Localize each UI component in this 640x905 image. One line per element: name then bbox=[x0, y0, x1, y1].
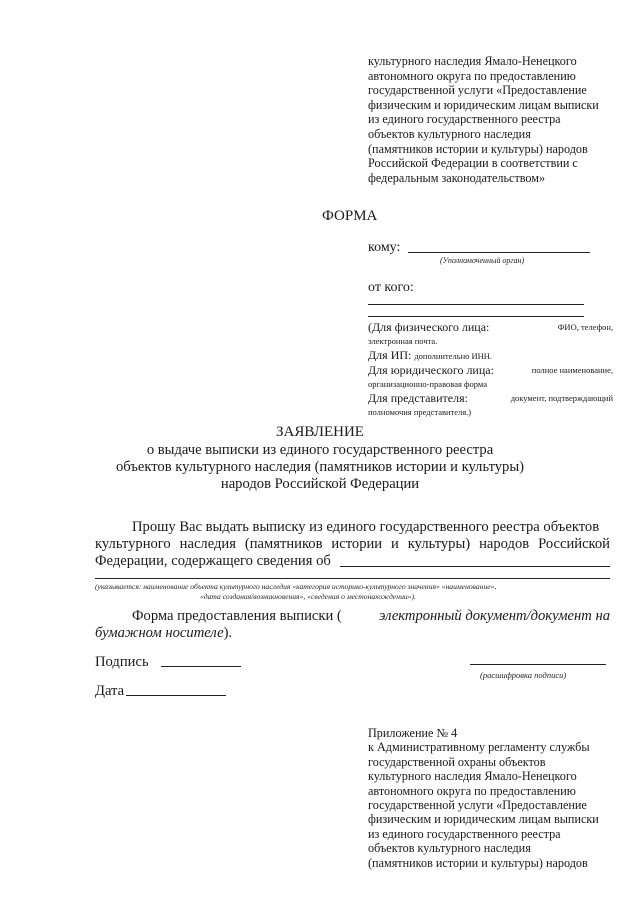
appendix-line: к Административному регламенту службы bbox=[368, 740, 590, 755]
header-line: культурного наследия Ямало-Ненецкого bbox=[368, 54, 577, 68]
header-line: (памятников истории и культуры) народов bbox=[368, 141, 588, 156]
appendix-line: физическим и юридическим лицам выписки bbox=[368, 812, 599, 827]
appendix-line: культурного наследия Ямало-Ненецкого bbox=[368, 769, 577, 784]
note-representative-detail: документ, подтверждающий bbox=[510, 393, 613, 403]
header-regulation-text bbox=[368, 54, 618, 185]
to-caption: (Уполномоченный орган) bbox=[440, 256, 525, 265]
date-field[interactable] bbox=[126, 695, 226, 696]
request-line-3: Федерации, содержащего сведения об bbox=[95, 553, 331, 569]
delivery-line-1 bbox=[132, 607, 610, 625]
request-object-field-2[interactable] bbox=[95, 578, 610, 579]
to-field-line[interactable] bbox=[408, 252, 590, 253]
appendix-line: государственной охраны объектов bbox=[368, 754, 546, 769]
request-object-field[interactable] bbox=[340, 566, 610, 567]
signature-decode-field[interactable] bbox=[470, 664, 606, 665]
request-hint-1: (указывается: наименование объекта культурного наследия «категория историко-культурного значения» «наименование», bbox=[95, 582, 497, 591]
delivery-suffix: ). bbox=[223, 625, 233, 641]
statement-subtitle-line: о выдаче выписки из единого государственного реестра bbox=[146, 442, 494, 458]
form-label: ФОРМА bbox=[322, 208, 378, 224]
note-representative-detail2: полномочия представителя.) bbox=[368, 407, 472, 417]
signature-decode-caption: (расшифровка подписи) bbox=[480, 670, 567, 680]
header-line: объектов культурного наследия bbox=[368, 126, 531, 141]
note-representative-label: Для представителя: bbox=[368, 391, 468, 405]
note-ip-label: Для ИП: bbox=[368, 348, 412, 362]
header-line: государственной услуги «Предоставление bbox=[368, 83, 587, 98]
delivery-options: электронный документ/документ на bbox=[379, 608, 610, 624]
from-field-line-2[interactable] bbox=[368, 316, 584, 317]
statement-subtitle-line: объектов культурного наследия (памятников истории и культуры) bbox=[115, 459, 525, 475]
note-individual-detail: ФИО, телефон, bbox=[557, 322, 613, 332]
request-line-2: культурного наследия (памятников истории и культуры) народов Российской bbox=[95, 536, 610, 552]
appendix-line: из единого государственного реестра bbox=[368, 826, 561, 841]
statement-subtitle-line: народов Российской Федерации bbox=[220, 476, 420, 492]
signature-label: Подпись bbox=[95, 654, 149, 670]
header-line: федеральным законодательством» bbox=[368, 170, 546, 185]
delivery-line-2 bbox=[95, 624, 232, 642]
appendix-line: (памятников истории и культуры) народов bbox=[368, 855, 588, 870]
statement-title: ЗАЯВЛЕНИЕ bbox=[276, 424, 364, 440]
header-line: автономного округа по предоставлению bbox=[368, 68, 576, 83]
note-individual-detail2: электронная почта. bbox=[368, 336, 438, 346]
to-label: кому: bbox=[368, 240, 401, 255]
note-legal-label: Для юридического лица: bbox=[368, 363, 494, 377]
signature-field[interactable] bbox=[161, 666, 241, 667]
from-label: от кого: bbox=[368, 280, 414, 295]
header-line: из единого государственного реестра bbox=[368, 112, 561, 127]
request-line-1: Прошу Вас выдать выписку из единого государственного реестра объектов bbox=[132, 519, 600, 535]
date-label: Дата bbox=[95, 683, 125, 699]
note-legal-detail: полное наименование, bbox=[531, 365, 613, 375]
delivery-prefix: Форма предоставления выписки ( bbox=[132, 608, 342, 624]
delivery-paper: бумажном носителе bbox=[95, 625, 224, 641]
appendix-line: автономного округа по предоставлению bbox=[368, 783, 576, 798]
appendix-line: объектов культурного наследия bbox=[368, 841, 531, 856]
appendix-heading bbox=[368, 726, 618, 870]
from-field-line-1[interactable] bbox=[368, 304, 584, 305]
header-line: физическим и юридическим лицам выписки bbox=[368, 97, 599, 112]
request-hint-2: «дата создания/возникновения», «сведения о местонахождении»). bbox=[200, 592, 416, 601]
applicant-notes bbox=[368, 320, 613, 419]
note-individual-label: (Для физического лица: bbox=[368, 320, 490, 334]
appendix-line: Приложение № 4 bbox=[368, 726, 458, 740]
note-ip-detail: дополнительно ИНН. bbox=[414, 351, 493, 361]
note-legal-detail2: организационно-правовая форма bbox=[368, 379, 487, 389]
header-line: Российской Федерации в соответствии с bbox=[368, 156, 578, 171]
appendix-line: государственной услуги «Предоставление bbox=[368, 798, 587, 813]
